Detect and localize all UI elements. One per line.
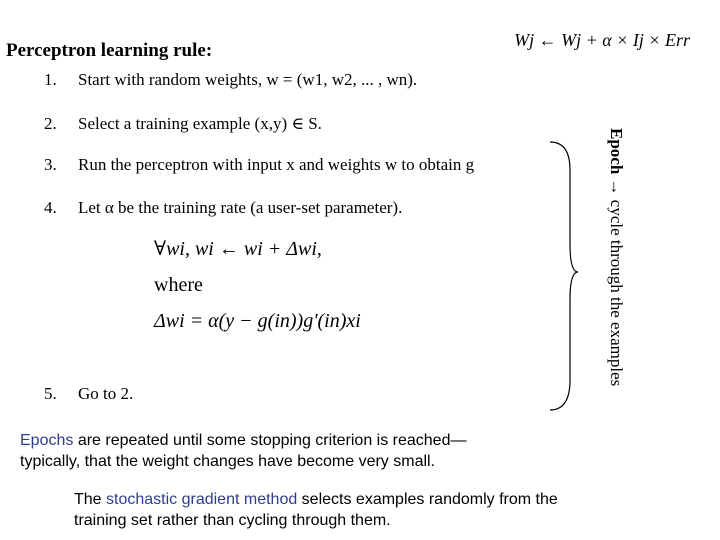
epoch-label-bold: Epoch bbox=[607, 128, 626, 175]
top-formula-text: Wj ← Wj + α × Ij × Err bbox=[514, 30, 690, 50]
stochastic-paragraph bbox=[74, 489, 594, 531]
update-rule-line-2: where bbox=[154, 274, 203, 296]
epochs-paragraph bbox=[20, 430, 520, 472]
epoch-label bbox=[600, 128, 630, 408]
update-rule-line-1: ∀wi, wi ← wi + Δwi, bbox=[154, 238, 322, 260]
update-rule-line-3: Δwi = α(y − g(in))g'(in)xi bbox=[154, 310, 361, 332]
top-formula bbox=[514, 30, 690, 51]
step-4-number: 4. bbox=[44, 198, 57, 217]
step-1-number: 1. bbox=[44, 70, 57, 89]
step-4-text: Let α be the training rate (a user-set parameter). bbox=[78, 198, 403, 217]
step-2-text: Select a training example (x,y) ∈ S. bbox=[78, 114, 322, 133]
step-3-text: Run the perceptron with input x and weights w to obtain g bbox=[78, 155, 475, 174]
stochastic-paragraph-post: selects examples randomly from the training set rather than cycling through them. bbox=[74, 491, 558, 529]
step-5-number: 5. bbox=[44, 384, 57, 403]
step-2-number: 2. bbox=[44, 114, 57, 133]
step-1-text: Start with random weights, w = (w1, w2, ... , wn). bbox=[78, 70, 418, 89]
right-brace-icon bbox=[540, 140, 580, 412]
epochs-paragraph-rest: are repeated until some stopping criterion is reached—typically, that the weight changes have become very small. bbox=[20, 432, 467, 470]
step-3-number: 3. bbox=[44, 155, 57, 174]
stochastic-paragraph-pre: The bbox=[74, 491, 107, 508]
stochastic-highlight: stochastic gradient method bbox=[106, 491, 298, 508]
step-5-text: Go to 2. bbox=[78, 384, 134, 403]
epochs-highlight: Epochs bbox=[20, 432, 74, 449]
slide-title: Perceptron learning rule: bbox=[6, 40, 213, 61]
epoch-label-rest: → cycle through the examples bbox=[607, 174, 626, 387]
